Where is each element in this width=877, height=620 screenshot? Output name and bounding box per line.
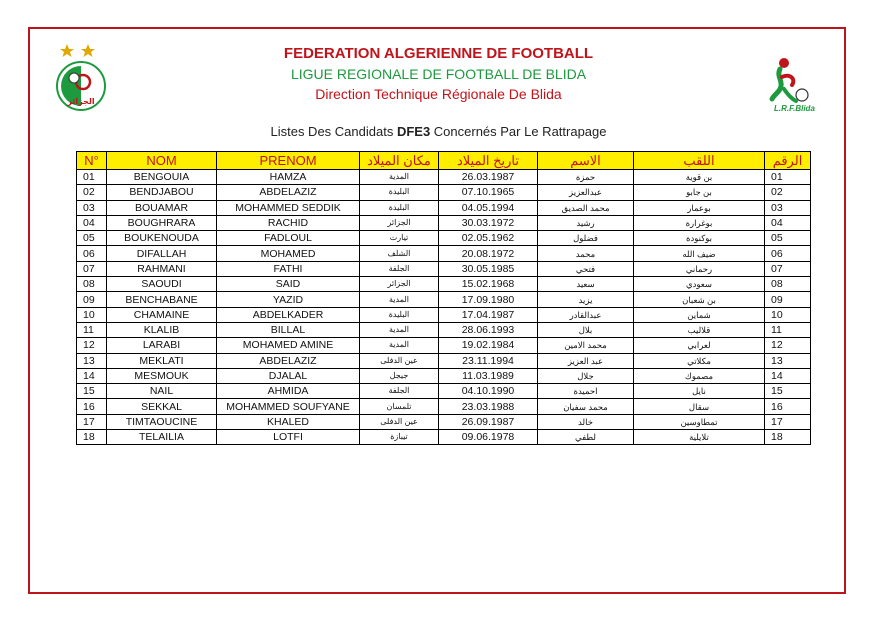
table-row: [77, 246, 811, 261]
table-row: [77, 338, 811, 353]
cell-nom: RAHMANI: [107, 261, 217, 276]
cell-prenom: KHALED: [217, 414, 360, 429]
cell-number: 05: [77, 231, 107, 246]
table-row: [77, 215, 811, 230]
cell-birthdate: 04.10.1990: [439, 384, 538, 399]
col-birthplace-ar-header: مكان الميلاد: [360, 152, 439, 170]
cell-prenom: HAMZA: [217, 170, 360, 185]
cell-birthdate: 26.09.1987: [439, 414, 538, 429]
table-row: [77, 307, 811, 322]
cell-birthdate: 11.03.1989: [439, 368, 538, 383]
cell-birthdate: 28.06.1993: [439, 322, 538, 337]
cell-birthplace-ar: البليدة: [360, 307, 439, 322]
cell-nom: BENCHABANE: [107, 292, 217, 307]
cell-number: 13: [77, 353, 107, 368]
cell-nom: BOUAMAR: [107, 200, 217, 215]
cell-nom: BOUKENOUDA: [107, 231, 217, 246]
cell-number: 06: [77, 246, 107, 261]
cell-prenom: YAZID: [217, 292, 360, 307]
faf-logo: [52, 42, 110, 112]
cell-nom: BENDJABOU: [107, 185, 217, 200]
cell-lastname-ar: شماين: [634, 307, 765, 322]
league-title: LIGUE REGIONALE DE FOOTBALL DE BLIDA: [290, 66, 587, 82]
cell-lastname-ar: بوعمار: [634, 200, 765, 215]
cell-firstname-ar: عبدالقادر: [538, 307, 634, 322]
cell-number: 11: [77, 322, 107, 337]
cell-number: 15: [77, 384, 107, 399]
cell-firstname-ar: فتحي: [538, 261, 634, 276]
cell-number-ar: 03: [765, 200, 811, 215]
cell-firstname-ar: سعيد: [538, 277, 634, 292]
cell-birthdate: 23.11.1994: [439, 353, 538, 368]
cell-number-ar: 06: [765, 246, 811, 261]
cell-prenom: DJALAL: [217, 368, 360, 383]
cell-number-ar: 05: [765, 231, 811, 246]
table-row: [77, 399, 811, 414]
cell-number-ar: 01: [765, 170, 811, 185]
cell-prenom: FATHI: [217, 261, 360, 276]
table-row: [77, 368, 811, 383]
cell-birthdate: 15.02.1968: [439, 277, 538, 292]
cell-prenom: SAID: [217, 277, 360, 292]
col-prenom-header: PRENOM: [217, 152, 360, 170]
cell-prenom: MOHAMED: [217, 246, 360, 261]
cell-prenom: BILLAL: [217, 322, 360, 337]
cell-nom: TIMTAOUCINE: [107, 414, 217, 429]
table-row: [77, 200, 811, 215]
cell-firstname-ar: عبد العزيز: [538, 353, 634, 368]
col-nom-header: NOM: [107, 152, 217, 170]
cell-number-ar: 18: [765, 430, 811, 445]
cell-birthplace-ar: الجزائر: [360, 215, 439, 230]
cell-birthplace-ar: الشلف: [360, 246, 439, 261]
cell-birthplace-ar: المدية: [360, 292, 439, 307]
cell-number: 10: [77, 307, 107, 322]
cell-prenom: MOHAMMED SOUFYANE: [217, 399, 360, 414]
table-row: [77, 185, 811, 200]
cell-nom: DIFALLAH: [107, 246, 217, 261]
cell-prenom: AHMIDA: [217, 384, 360, 399]
cell-birthplace-ar: الجلفة: [360, 261, 439, 276]
cell-number-ar: 13: [765, 353, 811, 368]
cell-lastname-ar: بن قوية: [634, 170, 765, 185]
cell-nom: TELAILIA: [107, 430, 217, 445]
cell-number: 14: [77, 368, 107, 383]
table-row: [77, 384, 811, 399]
subtitle-suffix: Concernés Par Le Rattrapage: [430, 124, 607, 139]
cell-number: 16: [77, 399, 107, 414]
cell-nom: BOUGHRARA: [107, 215, 217, 230]
cell-birthdate: 17.09.1980: [439, 292, 538, 307]
cell-firstname-ar: محمد الامين: [538, 338, 634, 353]
cell-prenom: ABDELKADER: [217, 307, 360, 322]
cell-birthplace-ar: المدية: [360, 322, 439, 337]
table-header-row: [77, 152, 811, 170]
cell-birthdate: 09.06.1978: [439, 430, 538, 445]
cell-birthplace-ar: البليدة: [360, 185, 439, 200]
faf-logo-text: الجزائر: [67, 97, 95, 106]
cell-number: 08: [77, 277, 107, 292]
cell-firstname-ar: لطفي: [538, 430, 634, 445]
cell-nom: SAOUDI: [107, 277, 217, 292]
cell-number-ar: 07: [765, 261, 811, 276]
cell-birthdate: 23.03.1988: [439, 399, 538, 414]
cell-lastname-ar: تمطاوسين: [634, 414, 765, 429]
cell-nom: CHAMAINE: [107, 307, 217, 322]
cell-lastname-ar: لعرابي: [634, 338, 765, 353]
cell-number-ar: 16: [765, 399, 811, 414]
table-row: [77, 277, 811, 292]
cell-lastname-ar: سقال: [634, 399, 765, 414]
lrf-blida-logo-text: L.R.F.Blida: [774, 104, 815, 113]
cell-nom: KLALIB: [107, 322, 217, 337]
cell-birthplace-ar: تيارت: [360, 231, 439, 246]
cell-firstname-ar: يزيد: [538, 292, 634, 307]
table-row: [77, 414, 811, 429]
cell-birthdate: 20.08.1972: [439, 246, 538, 261]
cell-firstname-ar: فضلول: [538, 231, 634, 246]
cell-lastname-ar: قلاليب: [634, 322, 765, 337]
cell-prenom: LOTFI: [217, 430, 360, 445]
cell-number: 12: [77, 338, 107, 353]
subtitle-prefix: Listes Des Candidats: [270, 124, 397, 139]
lrf-blida-logo: [766, 55, 828, 111]
cell-prenom: MOHAMMED SEDDIK: [217, 200, 360, 215]
cell-firstname-ar: خالد: [538, 414, 634, 429]
col-number-header: N°: [77, 152, 107, 170]
cell-birthdate: 30.03.1972: [439, 215, 538, 230]
cell-lastname-ar: سعودي: [634, 277, 765, 292]
cell-firstname-ar: حمزة: [538, 170, 634, 185]
candidates-table: [76, 151, 811, 445]
cell-firstname-ar: محمد: [538, 246, 634, 261]
cell-number: 18: [77, 430, 107, 445]
cell-birthdate: 19.02.1984: [439, 338, 538, 353]
cell-firstname-ar: محمد الصديق: [538, 200, 634, 215]
cell-prenom: ABDELAZIZ: [217, 353, 360, 368]
cell-birthdate: 26.03.1987: [439, 170, 538, 185]
cell-lastname-ar: بوكنودة: [634, 231, 765, 246]
cell-number-ar: 09: [765, 292, 811, 307]
cell-firstname-ar: رشيد: [538, 215, 634, 230]
cell-birthplace-ar: الجلفة: [360, 384, 439, 399]
cell-nom: SEKKAL: [107, 399, 217, 414]
cell-birthplace-ar: المدية: [360, 338, 439, 353]
cell-nom: LARABI: [107, 338, 217, 353]
cell-nom: MEKLATI: [107, 353, 217, 368]
cell-lastname-ar: بوغرارة: [634, 215, 765, 230]
federation-title: FEDERATION ALGERIENNE DE FOOTBALL: [283, 45, 594, 62]
cell-number: 04: [77, 215, 107, 230]
cell-number-ar: 14: [765, 368, 811, 383]
cell-birthplace-ar: الجزائر: [360, 277, 439, 292]
col-number-ar-header: الرقم: [765, 152, 811, 170]
cell-firstname-ar: بلال: [538, 322, 634, 337]
cell-birthdate: 04.05.1994: [439, 200, 538, 215]
cell-number: 03: [77, 200, 107, 215]
cell-lastname-ar: مكلاتي: [634, 353, 765, 368]
table-row: [77, 430, 811, 445]
cell-firstname-ar: جلال: [538, 368, 634, 383]
cell-birthplace-ar: جيجل: [360, 368, 439, 383]
col-birthdate-ar-header: تاريخ الميلاد: [439, 152, 538, 170]
cell-prenom: RACHID: [217, 215, 360, 230]
cell-birthplace-ar: عين الدفلى: [360, 353, 439, 368]
cell-birthplace-ar: عين الدفلى: [360, 414, 439, 429]
cell-lastname-ar: مصموك: [634, 368, 765, 383]
direction-title: Direction Technique Régionale De Blida: [315, 86, 562, 102]
table-row: [77, 261, 811, 276]
cell-number-ar: 17: [765, 414, 811, 429]
cell-nom: MESMOUK: [107, 368, 217, 383]
cell-birthdate: 07.10.1965: [439, 185, 538, 200]
table-row: [77, 322, 811, 337]
cell-lastname-ar: رحماني: [634, 261, 765, 276]
cell-lastname-ar: بن شعبان: [634, 292, 765, 307]
table-row: [77, 353, 811, 368]
table-row: [77, 170, 811, 185]
cell-number: 01: [77, 170, 107, 185]
cell-firstname-ar: عبدالعزيز: [538, 185, 634, 200]
list-subtitle: [150, 124, 727, 139]
subtitle-bold: DFE3: [396, 124, 431, 139]
cell-prenom: MOHAMED AMINE: [217, 338, 360, 353]
cell-birthdate: 02.05.1962: [439, 231, 538, 246]
cell-lastname-ar: ضيف الله: [634, 246, 765, 261]
cell-number: 09: [77, 292, 107, 307]
cell-firstname-ar: احميدة: [538, 384, 634, 399]
cell-lastname-ar: تلايلية: [634, 430, 765, 445]
col-firstname-ar-header: الاسم: [538, 152, 634, 170]
cell-lastname-ar: نايل: [634, 384, 765, 399]
cell-number-ar: 10: [765, 307, 811, 322]
cell-birthplace-ar: تلمسان: [360, 399, 439, 414]
cell-number-ar: 12: [765, 338, 811, 353]
cell-number-ar: 11: [765, 322, 811, 337]
cell-prenom: ABDELAZIZ: [217, 185, 360, 200]
cell-birthplace-ar: البليدة: [360, 200, 439, 215]
cell-birthdate: 30.05.1985: [439, 261, 538, 276]
cell-lastname-ar: بن جابو: [634, 185, 765, 200]
cell-number-ar: 04: [765, 215, 811, 230]
cell-number: 02: [77, 185, 107, 200]
cell-nom: BENGOUIA: [107, 170, 217, 185]
cell-number: 07: [77, 261, 107, 276]
cell-number: 17: [77, 414, 107, 429]
cell-nom: NAIL: [107, 384, 217, 399]
cell-birthplace-ar: المدية: [360, 170, 439, 185]
cell-number-ar: 08: [765, 277, 811, 292]
cell-birthdate: 17.04.1987: [439, 307, 538, 322]
table-row: [77, 231, 811, 246]
table-row: [77, 292, 811, 307]
cell-prenom: FADLOUL: [217, 231, 360, 246]
cell-firstname-ar: محمد سفيان: [538, 399, 634, 414]
cell-number-ar: 15: [765, 384, 811, 399]
col-lastname-ar-header: اللقب: [634, 152, 765, 170]
cell-number-ar: 02: [765, 185, 811, 200]
cell-birthplace-ar: تيبازة: [360, 430, 439, 445]
